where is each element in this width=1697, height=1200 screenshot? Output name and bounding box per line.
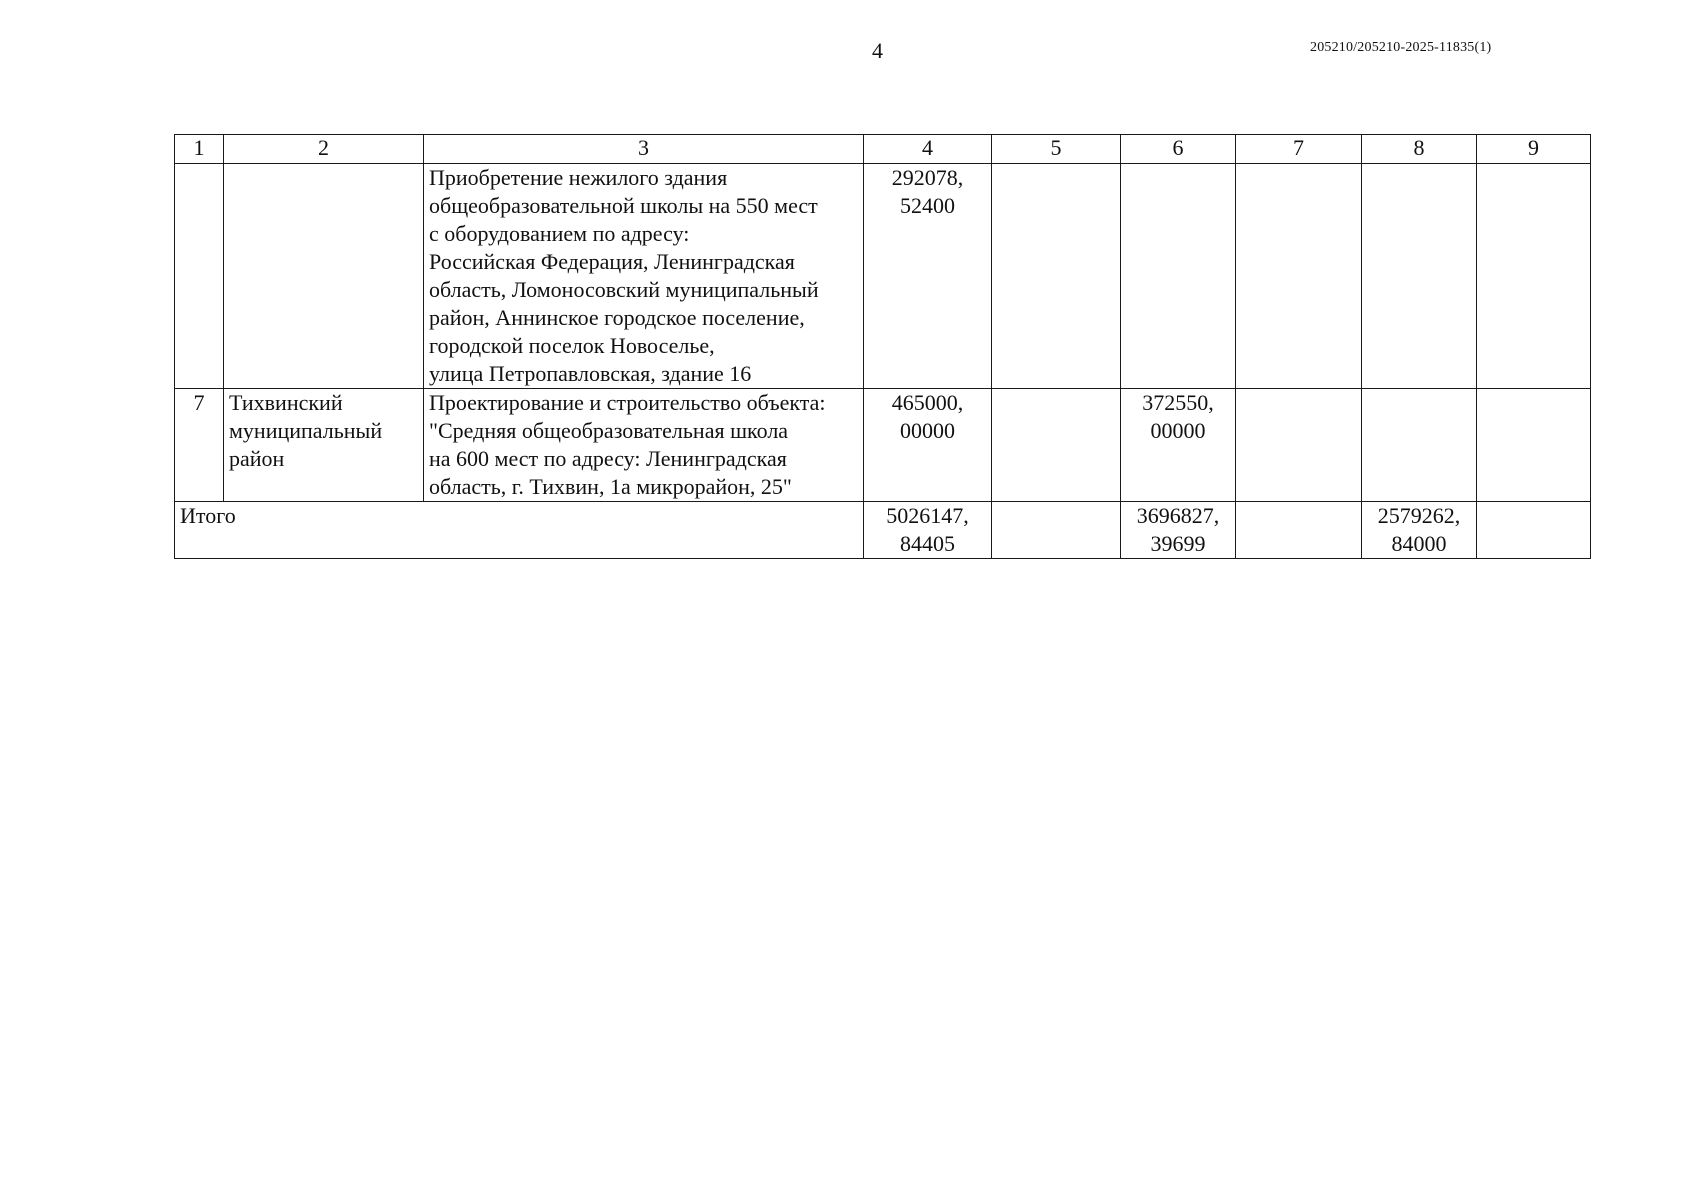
description-line: область, г. Тихвин, 1а микрорайон, 25" — [429, 474, 792, 499]
page-number: 4 — [872, 38, 883, 63]
description-line: Приобретение нежилого здания — [429, 165, 728, 190]
row-number-cell — [175, 164, 224, 389]
table-row — [175, 164, 1591, 389]
amount-line: 5026147, — [886, 503, 969, 528]
district-line: Тихвинский — [229, 390, 343, 415]
column-number-cell: 4 — [864, 135, 992, 164]
description-line: улица Петропавловская, здание 16 — [429, 361, 752, 386]
amount-cell-col5 — [992, 164, 1121, 389]
financing-table — [174, 134, 1591, 559]
object-description-cell — [424, 164, 864, 389]
column-number-cell: 2 — [224, 135, 424, 164]
column-number-row — [175, 135, 1591, 164]
description-line: Проектирование и строительство объекта: — [429, 390, 826, 415]
description-line: область, Ломоносовский муниципальный — [429, 277, 819, 302]
amount-cell-col7 — [1236, 164, 1362, 389]
amount-cell-col5 — [992, 389, 1121, 502]
total-cell-col7 — [1236, 502, 1362, 559]
amount-line: 465000, — [891, 390, 964, 415]
amount-line: 292078, — [891, 165, 964, 190]
column-number-cell: 9 — [1477, 135, 1591, 164]
object-description-cell — [424, 389, 864, 502]
amount-cell-col4 — [864, 164, 992, 389]
description-line: район, Аннинское городское поселение, — [429, 305, 805, 330]
amount-line: 84405 — [900, 531, 955, 556]
total-cell-col8 — [1362, 502, 1477, 559]
amount-cell-col6 — [1121, 389, 1236, 502]
total-label-cell: Итого — [175, 502, 864, 559]
amount-line: 372550, — [1142, 390, 1214, 415]
amount-line: 84000 — [1391, 531, 1447, 556]
district-cell — [224, 164, 424, 389]
table-row — [175, 389, 1591, 502]
column-number-cell: 5 — [992, 135, 1121, 164]
amount-line: 00000 — [900, 418, 955, 443]
column-number-cell: 7 — [1236, 135, 1362, 164]
total-cell-col5 — [992, 502, 1121, 559]
total-row — [175, 502, 1591, 559]
description-line: городской поселок Новоселье, — [429, 333, 715, 358]
description-line: общеобразовательной школы на 550 мест — [429, 193, 818, 218]
row-number-cell: 7 — [175, 389, 224, 502]
amount-cell-col9 — [1477, 389, 1591, 502]
amount-cell-col7 — [1236, 389, 1362, 502]
column-number-cell: 1 — [175, 135, 224, 164]
amount-line: 2579262, — [1377, 503, 1461, 528]
total-cell-col9 — [1477, 502, 1591, 559]
amount-line: 52400 — [900, 193, 955, 218]
amount-cell-col9 — [1477, 164, 1591, 389]
description-line: Российская Федерация, Ленинградская — [429, 249, 795, 274]
amount-cell-col6 — [1121, 164, 1236, 389]
total-cell-col4 — [864, 502, 992, 559]
description-line: с оборудованием по адресу: — [429, 221, 690, 246]
total-cell-col6 — [1121, 502, 1236, 559]
amount-line: 39699 — [1150, 531, 1206, 556]
district-cell — [224, 389, 424, 502]
amount-cell-col4 — [864, 389, 992, 502]
amount-cell-col8 — [1362, 389, 1477, 502]
description-line: на 600 мест по адресу: Ленинградская — [429, 446, 787, 471]
column-number-cell: 6 — [1121, 135, 1236, 164]
amount-cell-col8 — [1362, 164, 1477, 389]
document-id: 205210/205210-2025-11835(1) — [1310, 40, 1492, 55]
district-line: муниципальный — [229, 418, 383, 443]
column-number-cell: 8 — [1362, 135, 1477, 164]
column-number-cell: 3 — [424, 135, 864, 164]
amount-line: 00000 — [1150, 418, 1206, 443]
amount-line: 3696827, — [1136, 503, 1220, 528]
description-line: "Средняя общеобразовательная школа — [429, 418, 789, 443]
district-line: район — [229, 446, 285, 471]
